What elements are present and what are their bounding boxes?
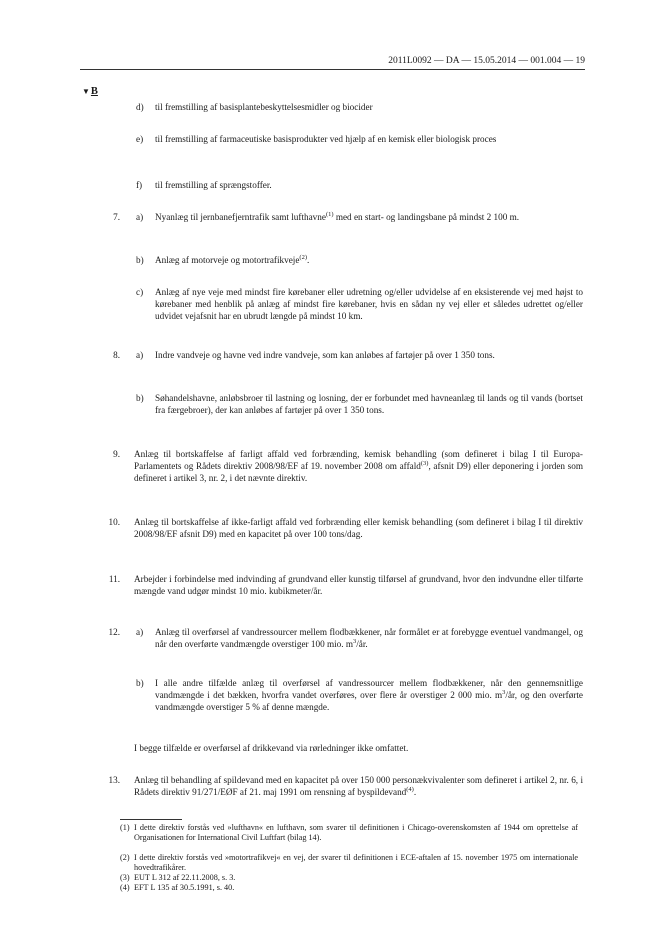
list-note — [134, 743, 583, 755]
footnote-text: EFT L 135 af 30.5.1991, s. 40. — [134, 883, 235, 892]
footnote — [120, 883, 578, 893]
footnote-text: EUT L 312 af 22.11.2008, s. 3. — [134, 873, 236, 882]
list-item — [134, 574, 583, 598]
running-header — [80, 55, 585, 70]
item-number: 10. — [108, 517, 120, 527]
item-number: 12. — [108, 627, 120, 637]
document-reference: 2011L0092 — DA — 15.05.2014 — 001.004 — 19 — [388, 56, 585, 66]
footnote-label: (2) — [120, 853, 130, 862]
item-number: 13. — [108, 775, 120, 785]
footnote — [120, 823, 578, 842]
item-text: Indre vandveje og havne ved indre vandveje, som kan anløbes af fartøjer på over 1 350 tons. — [155, 350, 495, 360]
triangle-icon: ▼ — [82, 87, 90, 96]
footnote-text: I dette direktiv forstås ved »motortrafikvej« en vej, der svarer til definitionen i ECE-aftalen af 15. november 1975 om internationale hovedtrafikårer. — [134, 853, 578, 872]
list-item — [155, 212, 583, 224]
item-number: 8. — [113, 350, 120, 360]
item-text: til fremstilling af sprængstoffer. — [155, 180, 272, 190]
item-text: Anlæg til overførsel af vandressourcer mellem flodbækkener, når formålet er at forebygge eventuel vandmangel, og når den overførte vandmængde overstiger 100 mio. m — [155, 627, 583, 649]
item-text: Anlæg til bortskaffelse af farligt affald ved forbrænding, kemisk behandling (som defineret i bilag I til Europa-Parlamentets og Rådets direktiv 2008/98/EF af 19. november 2008 om affald — [134, 449, 583, 471]
item-text-cont: . — [307, 255, 310, 265]
list-item — [155, 678, 583, 713]
marker-label: B — [90, 86, 98, 97]
footnote-divider — [120, 819, 182, 820]
item-text: Søhandelshavne, anløbsbroer til lastning og losning, der er forbundet med havneanlæg til lands og til vands (bortset fra færgebroer), der kan anløbes af fartøjer på over 1 350 tons. — [155, 393, 583, 415]
footnote-ref[interactable]: (3) — [420, 459, 429, 467]
list-item — [134, 517, 583, 541]
superscript: 3 — [502, 688, 506, 696]
list-item — [155, 287, 583, 322]
item-letter: a) — [136, 212, 144, 222]
item-text: Arbejder i forbindelse med indvinding af grundvand eller kunstig tilførsel af grundvand, hvor den indvundne eller tilførte mængde vand udgør mindst 10 mio. kubikmeter/år. — [134, 574, 583, 596]
item-letter: e) — [136, 134, 144, 144]
list-item — [155, 627, 583, 651]
item-text-cont: /år, og den overførte vandmængde overstiger 5 % af denne mængde. — [155, 689, 583, 712]
list-item — [155, 255, 583, 267]
footnote-ref[interactable]: (1) — [325, 210, 334, 218]
list-item — [155, 350, 583, 362]
item-text: I begge tilfælde er overførsel af drikkevand via rørledninger ikke omfattet. — [134, 743, 409, 753]
item-letter: b) — [136, 393, 144, 403]
item-text: Anlæg til behandling af spildevand med en kapacitet på over 150 000 personækvivalenter som defineret i artikel 2, nr. 6, i Rådets direktiv 91/271/EØF af 21. maj 1991 om rensning af byspildevand — [134, 775, 583, 797]
footnote — [120, 873, 578, 883]
item-text: Anlæg til bortskaffelse af ikke-farligt affald ved forbrænding eller kemisk behandling (som defineret i bilag I til direktiv 2008/98/EF afsnit D9) med en kapacitet på over 100 tons/dag. — [134, 517, 583, 539]
list-item — [155, 393, 583, 417]
footnote-label: (1) — [120, 823, 130, 832]
item-text: til fremstilling af farmaceutiske basisprodukter ved hjælp af en kemisk eller biologisk proces — [155, 134, 497, 144]
list-item — [134, 775, 583, 799]
item-letter: b) — [136, 678, 144, 688]
item-text: Anlæg af motorveje og motortrafikveje — [155, 255, 300, 265]
footnote — [120, 853, 578, 872]
item-letter: a) — [136, 350, 144, 360]
item-text-cont: , afsnit D9) eller deponering i jorden som defineret i artikel 3, nr. 2, i det nævnte direktiv. — [134, 460, 583, 483]
list-item — [155, 134, 583, 146]
item-text: Anlæg af nye veje med mindst fire kørebaner eller udretning og/eller udvidelse af en eksisterende vej med højst to kørebaner med henblik på anlæg af mindst fire kørebaner, hvis en sådan ny vej eller et således udrettet og/eller udvidet vejafsnit har en ubrudt længde på mindst 10 km. — [155, 287, 583, 321]
item-text: til fremstilling af basisplantebeskyttelsesmidler og biocider — [155, 102, 373, 112]
item-letter: c) — [136, 287, 144, 297]
item-number: 9. — [113, 449, 120, 459]
item-number: 11. — [108, 574, 120, 584]
item-letter: a) — [136, 627, 144, 637]
list-item — [134, 449, 583, 484]
superscript: 3 — [353, 637, 357, 645]
item-text-cont: . — [413, 786, 417, 797]
item-letter: d) — [136, 102, 144, 112]
item-text-cont: /år. — [356, 638, 368, 649]
footnote-label: (3) — [120, 873, 130, 882]
item-letter: b) — [136, 255, 144, 265]
item-letter: f) — [136, 180, 143, 190]
footnote-ref[interactable]: (4) — [406, 785, 414, 793]
item-text-cont: med en start- og landingsbane på mindst 2 100 m. — [333, 212, 520, 222]
item-text: Nyanlæg til jernbanefjerntrafik samt lufthavne — [155, 212, 326, 222]
item-number: 7. — [113, 212, 120, 222]
list-item — [155, 102, 583, 114]
list-item — [155, 180, 583, 192]
footnote-text: I dette direktiv forstås ved »lufthavn« en lufthavn, som svarer til definitionen i Chicago-overenskomsten af 1944 om oprettelse af Organisationen for International Civil Luftfart (bilag 14). — [134, 823, 578, 842]
footnote-ref[interactable]: (2) — [299, 253, 308, 261]
amendment-marker — [82, 86, 98, 97]
item-text: I alle andre tilfælde anlæg til overførsel af vandressourcer mellem flodbækkener, når den gennemsnitlige vandmængde i det bækken, hvorfra vandet overføres, over flere år overstiger 2 000 mio. m — [155, 678, 583, 700]
footnote-label: (4) — [120, 883, 130, 892]
